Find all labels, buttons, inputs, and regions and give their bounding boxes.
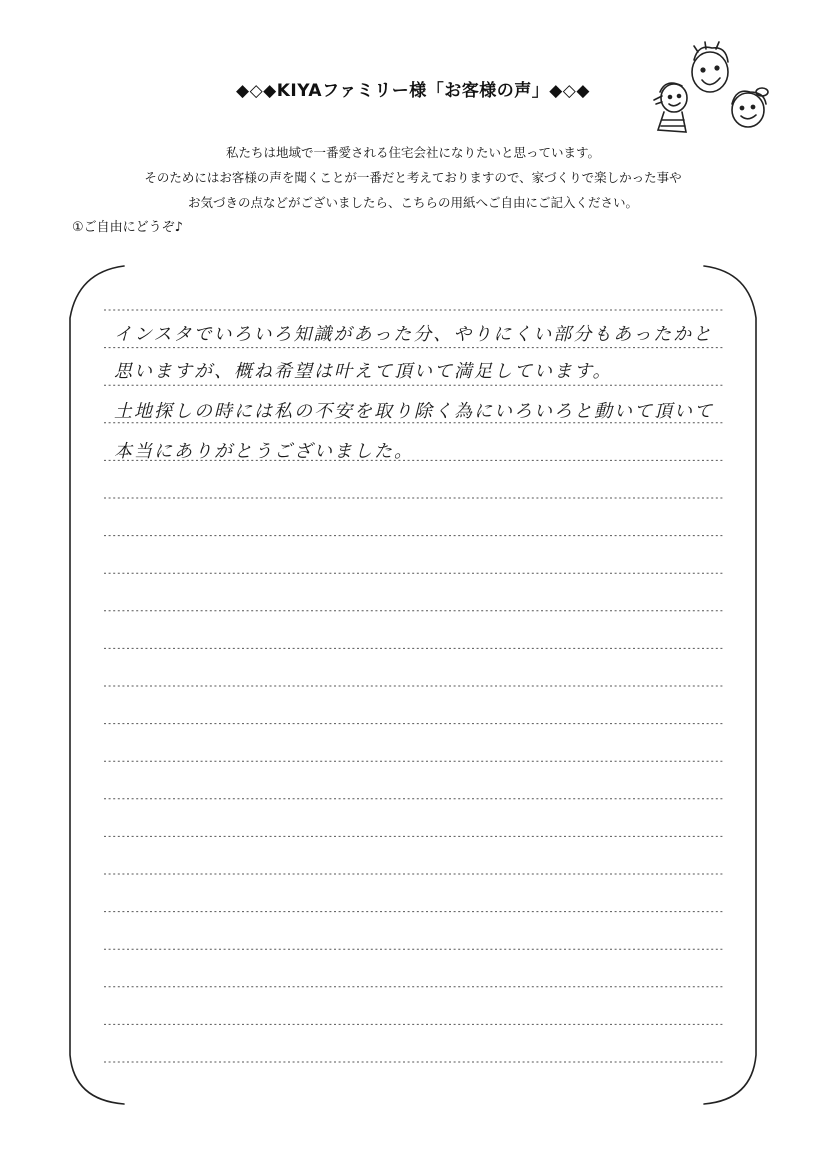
- intro-line: そのためにはお客様の声を聞くことが一番だと考えておりますので、家づくりで楽しかった事や: [144, 170, 682, 185]
- comment-line: 思いますが、概ね希望は叶えて頂いて満足しています。: [114, 361, 613, 382]
- prompt-label: ①ご自由にどうぞ♪: [72, 220, 183, 235]
- comment-line: 本当にありがとうございました。: [114, 441, 414, 462]
- frame-top-right-corner: [704, 266, 756, 1104]
- form-title: ◆◇◆KIYAファミリー様「お客様の声」◆◇◆: [236, 81, 590, 101]
- comment-line: インスタでいろいろ知識があった分、やりにくい部分もあったかと: [114, 324, 714, 345]
- frame-top-left-corner: [70, 266, 124, 1104]
- intro-line: お気づきの点などがございましたら、こちらの用紙へご自由にご記入ください。: [187, 195, 638, 210]
- intro-line: 私たちは地域で一番愛される住宅会社になりたいと思っています。: [225, 145, 600, 160]
- comment-line: 土地探しの時には私の不安を取り除く為にいろいろと動いて頂いて: [114, 401, 714, 422]
